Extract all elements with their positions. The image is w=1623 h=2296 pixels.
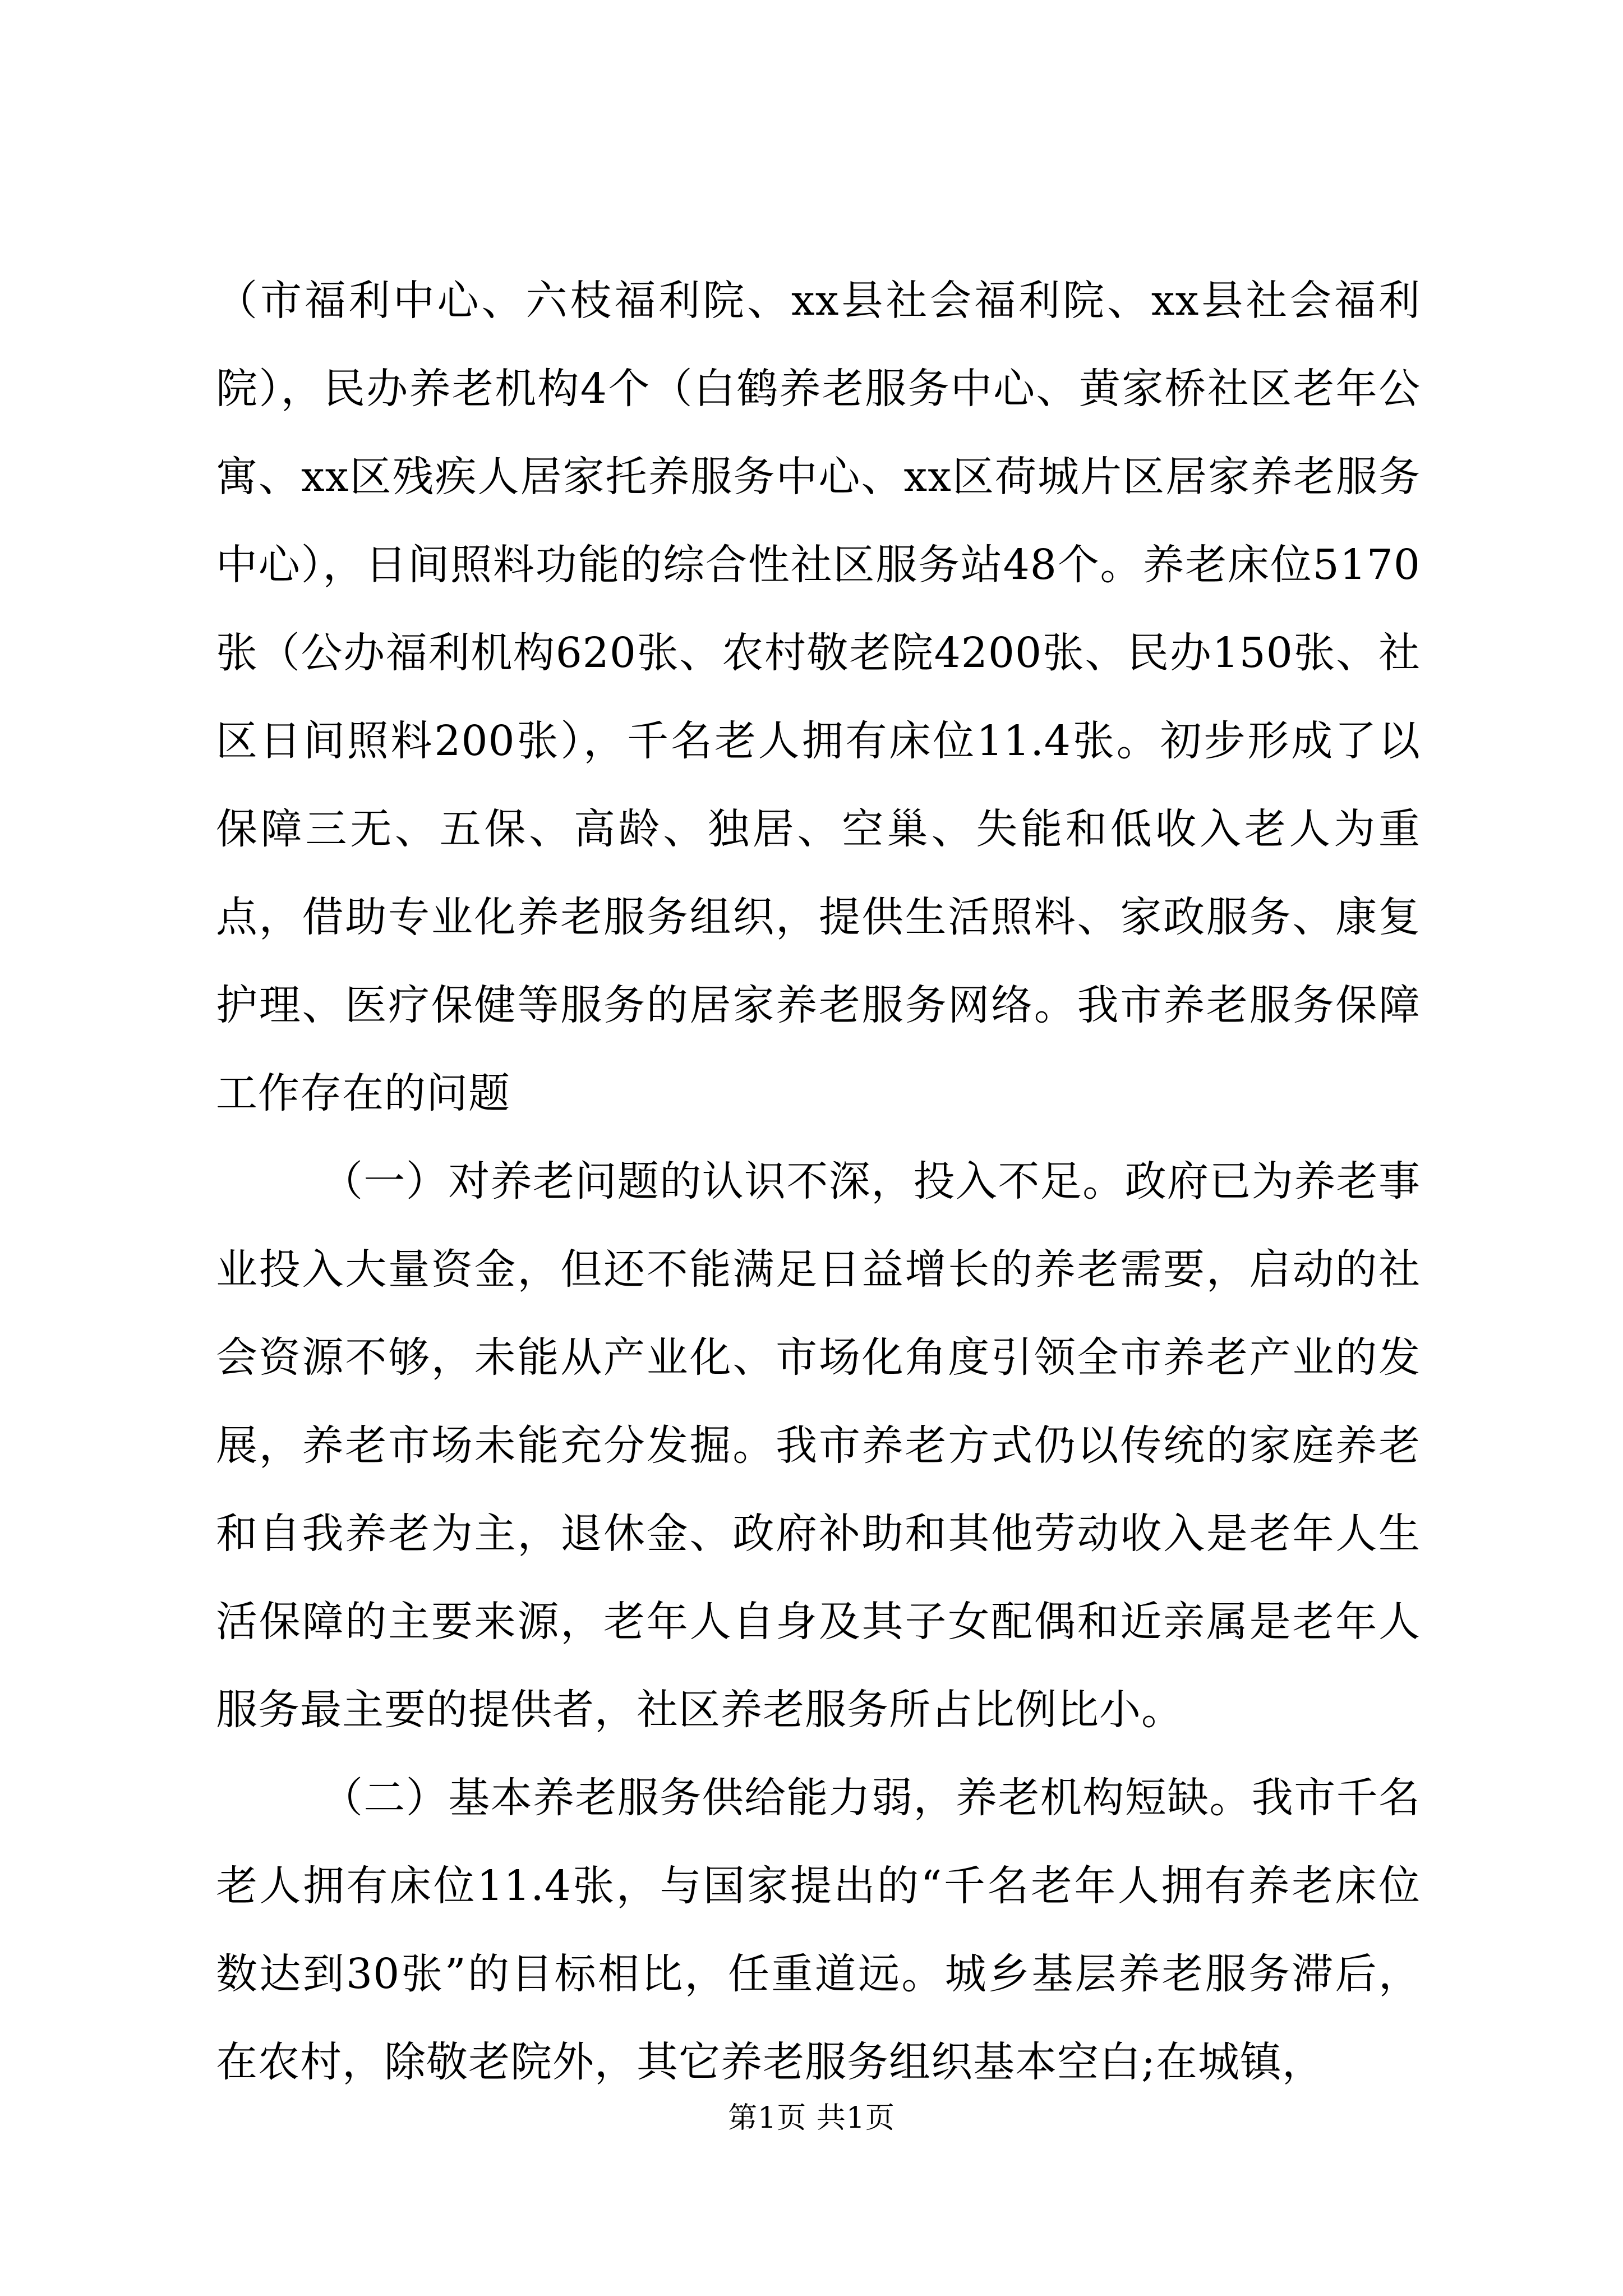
- paragraph-2: （一）对养老问题的认识不深，投入不足。政府已为养老事业投入大量资金，但还不能满足日益增长的养老需要，启动的社会资源不够，未能从产业化、市场化角度引领全市养老产业的发展，养老市场未能充分发掘。我市养老方式仍以传统的家庭养老和自我养老为主，退休金、政府补助和其他劳动收入是老年人生活保障的主要来源，老年人自身及其子女配偶和近亲属是老年人服务最主要的提供者，社区养老服务所占比例比小。: [216, 1157, 1421, 1734]
- document-body: [216, 257, 1421, 2106]
- paragraph-3: （二）基本养老服务供给能力弱，养老机构短缺。我市千名老人拥有床位11.4张，与国家提出的“千名老年人拥有养老床位数达到30张”的目标相比，任重道远。城乡基层养老服务滞后，在农村，除敬老院外，其它养老服务组织基本空白;在城镇，: [216, 1774, 1421, 2086]
- page-footer: 第1页 共1页: [728, 2101, 895, 2135]
- paragraph-1: （市福利中心、六枝福利院、xx县社会福利院、xx县社会福利院），民办养老机构4个（白鹤养老服务中心、黄家桥社区老年公寓、xx区残疾人居家托养服务中心、xx区荷城片区居家养老服务中心），日间照料功能的综合性社区服务站48个。养老床位5170张（公办福利机构620张、农村敬老院4200张、民办150张、社区日间照料200张），千名老人拥有床位11.4张。初步形成了以保障三无、五保、高龄、独居、空巢、失能和低收入老人为重点，借助专业化养老服务组织，提供生活照料、家政服务、康复护理、医疗保健等服务的居家养老服务网络。我市养老服务保障工作存在的问题: [216, 277, 1421, 1117]
